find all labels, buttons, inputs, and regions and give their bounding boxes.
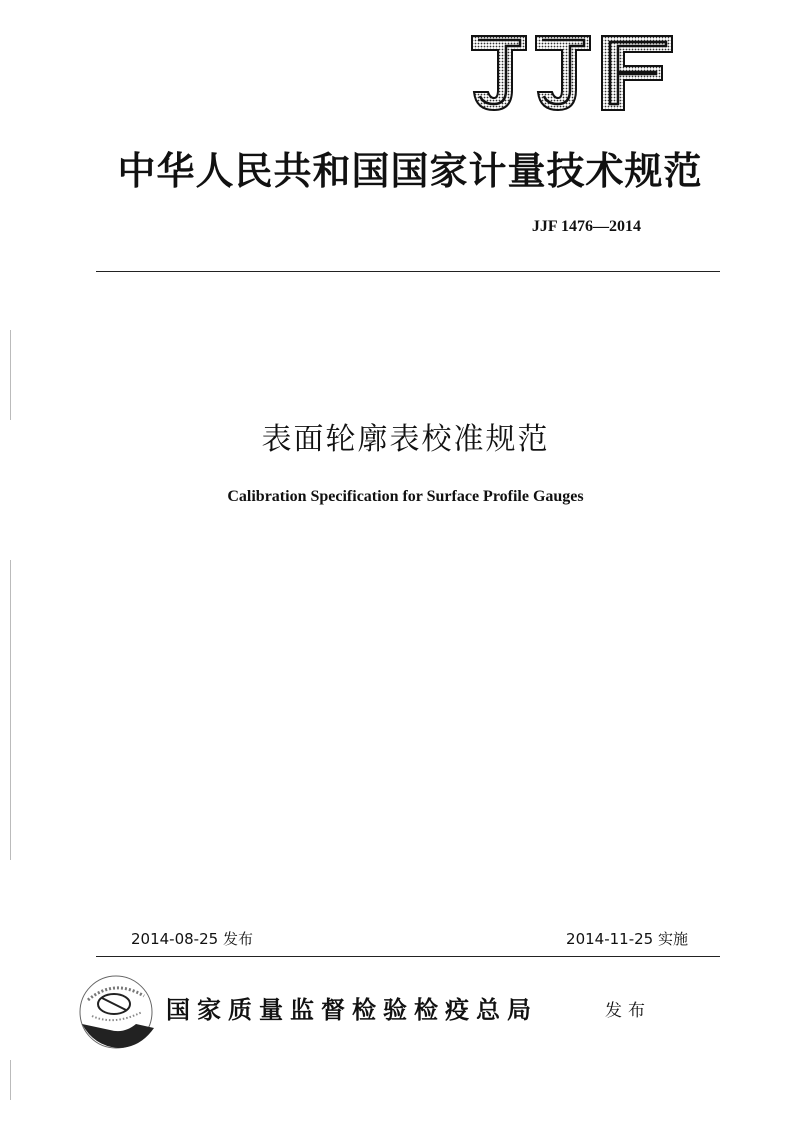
- publisher-suffix: 发布: [605, 1001, 651, 1021]
- scan-edge-mark: [10, 1060, 11, 1100]
- standard-number: JJF 1476—2014: [531, 218, 641, 235]
- logo-letter-f: [602, 36, 672, 110]
- implement-date: 2014-11-25 实施: [566, 930, 688, 948]
- publisher-name: 国家质量监督检验检疫总局: [166, 995, 538, 1024]
- seal-stamp: [74, 972, 166, 1052]
- header-divider: [96, 271, 720, 272]
- publish-date: 2014-08-25 发布: [131, 930, 253, 948]
- logo-letter-j: [472, 36, 526, 110]
- footer-divider: [96, 956, 720, 957]
- scan-edge-mark: [10, 560, 11, 860]
- jjf-logo: [468, 30, 678, 116]
- standard-category-title: 中华人民共和国国家计量技术规范: [117, 148, 703, 193]
- logo-letter-j: [536, 36, 590, 110]
- document-title-en: Calibration Specification for Surface Profile Gauges: [227, 488, 584, 505]
- scan-edge-mark: [10, 330, 11, 420]
- document-title-zh: 表面轮廓表校准规范: [261, 422, 550, 457]
